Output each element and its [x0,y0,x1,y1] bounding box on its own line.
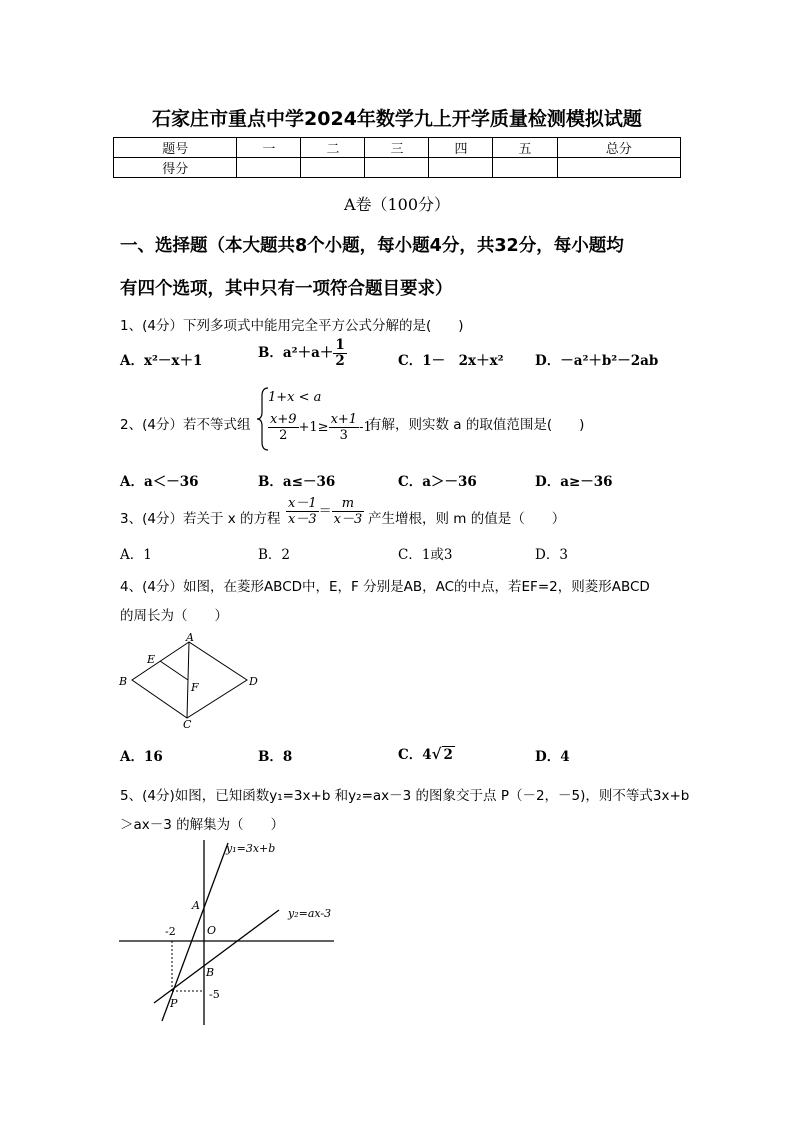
score-cell [493,158,557,178]
q4-option-b: B．8 [258,749,293,765]
q3-fraction-right [332,496,365,527]
page-title: 石家庄市重点中学2024年数学九上开学质量检测模拟试题 [152,108,642,130]
score-header-cell: 一 [237,138,301,158]
vertex-d-label: D [249,675,258,688]
sqrt-icon: √ [431,745,442,763]
question-3-suffix: 产生增根，则 m 的值是（ ） [368,511,566,527]
point-a-label: A [192,899,200,912]
q1-option-c: C．1－ 2x＋x² [398,353,504,369]
q2-fraction-left [268,412,299,443]
vertex-a-label: A [186,631,194,644]
q2-option-d: D．a≥－36 [535,474,613,490]
question-2-suffix: 有解，则实数 a 的取值范围是( ) [368,417,585,433]
q3-option-b: B．2 [258,547,291,563]
y-tick-label: -5 [209,988,220,1001]
question-4-line2: 的周长为（ ） [120,608,228,624]
score-header-cell: 五 [493,138,557,158]
question-1-stem: 1、(4分）下列多项式中能用完全平方公式分解的是( ) [120,318,464,334]
q2-option-b: B．a≤－36 [258,474,336,490]
q1-option-b [258,338,347,369]
fraction-denominator: x－3 [288,512,317,527]
fraction-denominator: x－3 [333,512,363,527]
score-header-cell: 总分 [557,138,681,158]
q3-equation [286,496,364,527]
q2-option-c: C．a＞－36 [398,474,477,490]
question-2-prefix: 2、(4分）若不等式组 [120,417,251,433]
score-table [113,137,681,178]
score-row-label: 得分 [114,158,237,178]
q1-option-b-fraction [333,338,346,369]
q2-inequality-2 [268,412,372,443]
score-row [114,158,681,178]
point-e-label: E [147,653,156,666]
q1-option-d: D．－a²＋b²－2ab [535,353,659,369]
score-header-cell: 三 [365,138,429,158]
q4-option-c [398,743,455,763]
q3-option-a: A．1 [120,547,152,563]
q4-option-c-prefix: C．4 [398,747,432,763]
score-header-row [114,138,681,158]
q2-option-a: A．a＜－36 [120,474,199,490]
q1-option-b-prefix: B．a²＋a＋ [258,345,334,361]
score-header-cell: 题号 [114,138,237,158]
q4-option-a: A．16 [120,749,163,765]
fraction-numerator: x+1 [330,412,358,427]
point-f-label: F [191,681,199,694]
question-5-line2: ＞ax－3 的解集为（ ） [120,817,285,833]
q4-option-d: D．4 [535,749,570,765]
q2-fraction-right [329,412,360,443]
linear-functions-graph [114,835,344,1030]
origin-label: O [207,924,217,937]
part-heading-line1: 一、选择题（本大题共8个小题，每小题4分，共32分，每小题均 [120,236,624,256]
segment-ef [160,661,188,680]
section-heading: A卷（100分） [343,195,451,214]
score-cell [365,158,429,178]
radicand: 2 [443,747,453,763]
score-header-cell: 二 [301,138,365,158]
q3-option-d: D．3 [535,547,568,563]
vertex-b-label: B [119,675,128,688]
q3-equals: ＝ [318,504,332,519]
vertex-c-label: C [183,718,192,730]
question-3-prefix: 3、(4分）若关于 x 的方程 [120,511,281,527]
fraction-denominator: 3 [339,428,348,443]
x-tick-label: -2 [165,925,176,938]
fraction-denominator: 2 [279,428,288,443]
y2-label: y₂=ax-3 [288,907,332,920]
q2-tail-text: -1 [359,420,372,435]
fraction-numerator: x+9 [270,412,297,427]
part-heading-line2: 有四个选项，其中只有一项符合题目要求） [120,279,453,299]
fraction-numerator: 1 [335,337,345,353]
score-cell [237,158,301,178]
rhombus-figure [114,630,264,730]
score-cell [429,158,493,178]
q2-inequality-1: 1+x < a [268,390,322,405]
question-5-line1: 5、(4分)如图，已知函数y₁=3x+b 和y₂=ax－3 的图象交于点 P（－2，－5)，则不等式3x+b [120,788,690,804]
fraction-denominator: 2 [335,353,345,369]
q3-option-c: C．1或3 [398,547,453,563]
fraction-numerator: x－1 [288,496,317,511]
q1-option-a: A．x²－x＋1 [120,353,203,369]
point-p-label: P [170,997,178,1010]
point-b-label: B [206,966,215,979]
score-cell [301,158,365,178]
fraction-numerator: m [332,496,365,512]
y1-label: y₁=3x+b [226,842,276,855]
question-4-line1: 4、(4分）如图，在菱形ABCD中，E，F 分别是AB，AC的中点，若EF=2，则菱形ABCD [120,579,650,595]
q2-mid-text: +1≥ [298,420,329,435]
score-cell [557,158,681,178]
score-header-cell: 四 [429,138,493,158]
q3-fraction-left [286,496,319,527]
